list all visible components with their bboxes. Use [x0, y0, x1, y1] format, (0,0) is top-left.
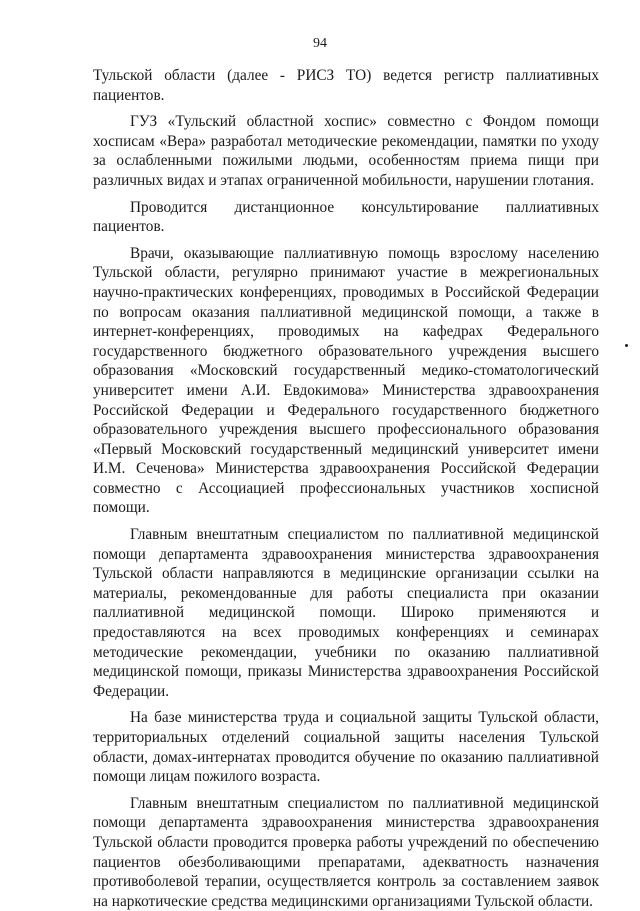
paragraph-remote-consulting: Проводится дистанционное консультирование паллиативных пациентов.: [93, 198, 599, 236]
paragraph-materials: Главным внештатным специалистом по паллиативной медицинской помощи департамента здравоохранения министерства здравоохранения Тульской области направляются в медицинские организации ссылки на материалы, рекомендованные для работы специалиста при оказании паллиативной медицинской помощи. Широко применяются и предоставляются на всех проводимых конференциях и семинарах методические рекомендации, учебники по оказанию паллиативной медицинской помощи, приказы Министерства здравоохранения Российской Федерации.: [93, 526, 599, 700]
paragraph-conferences: Врачи, оказывающие паллиативную помощь взрослому населению Тульской области, регулярно принимают участие в межрегиональных научно-практических конференциях, проводимых в Российской Федерации по вопросам оказания паллиативной медицинской помощи, а также в интернет-конференциях, проводимых на кафедрах Федерального государственного бюджетного образовательного учреждения высшего образования «Московский государственный медико-стоматологический университет имени А.И. Евдокимова» Министерства здравоохранения Российской Федерации и Федерального государственного бюджетного образовательного учреждения высшего профессионального образования «Первый Московский государственный медицинский университет имени И.М. Сеченова» Министерства здравоохранения Российской Федерации совместно с Ассоциацией профессиональных участников хосписной помощи.: [93, 244, 599, 517]
margin-speck: [625, 344, 628, 347]
paragraph-hospice-recommendations: ГУЗ «Тульский областной хоспис» совместно с Фондом помощи хосписам «Вера» разработал методические рекомендации, памятки по уходу за ослабленными пожилыми людьми, особенностям приема пищи при различных видах и этапах ограниченной мобильности, нарушении глотания.: [93, 113, 599, 189]
paragraph-training: На базе министерства труда и социальной защиты Тульской области, территориальных отделений социальной защиты населения Тульской области, домах-интернатах проводится обучение по оказанию паллиативной помощи лицам пожилого возраста.: [93, 709, 599, 786]
page-number: 94: [313, 36, 327, 51]
document-body: [93, 66, 599, 911]
paragraph-registry: Тульской области (далее - РИСЗ ТО) ведется регистр паллиативных пациентов.: [93, 67, 599, 104]
paragraph-inspection: Главным внештатным специалистом по паллиативной медицинской помощи департамента здравоохранения министерства здравоохранения Тульской области проводится проверка работы учреждений по обеспечению пациентов обезболивающими препаратами, адекватность назначения противоболевой терапии, осуществляется контроль за составлением заявок на наркотические средства медицинскими организациями Тульской области.: [93, 794, 599, 910]
